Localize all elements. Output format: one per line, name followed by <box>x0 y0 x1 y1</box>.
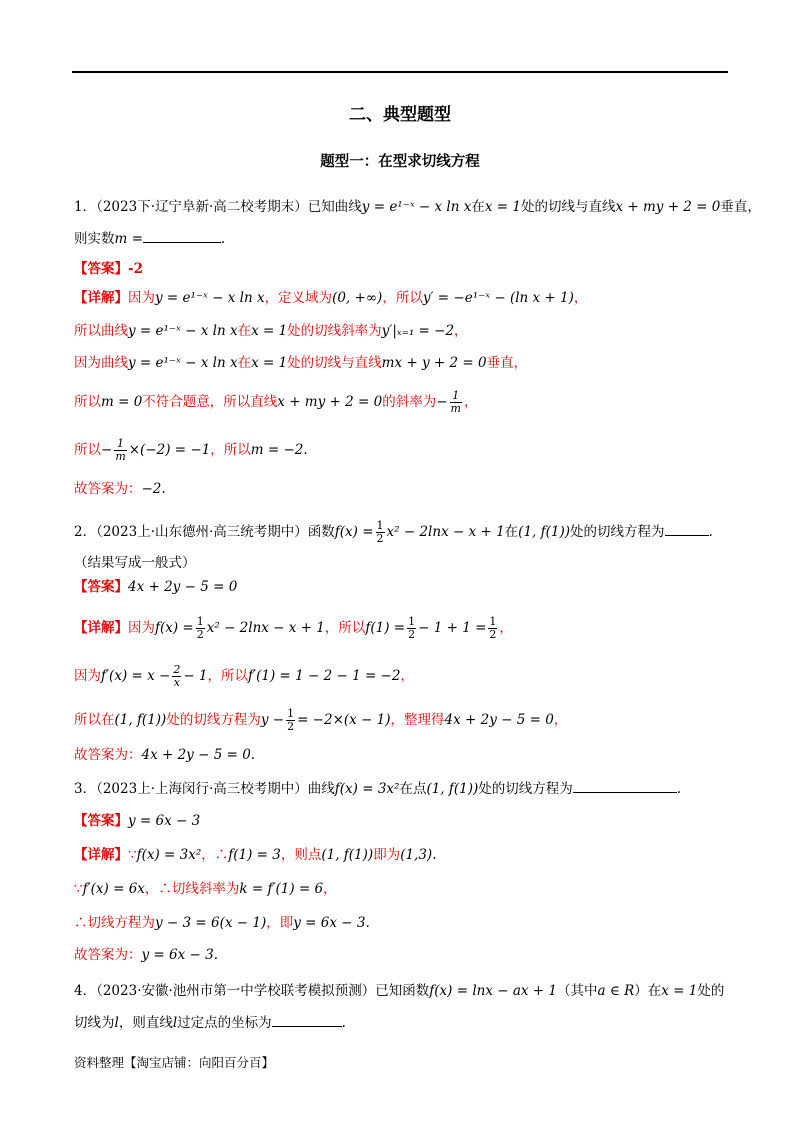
q1-detail-1: 【详解】因为y = e¹⁻ˣ − x ln x，定义域为(0, +∞)，所以y′ = −e¹⁻ˣ − (ln x + 1)， <box>74 290 588 306</box>
q1-line1: 1．（2023下·辽宁阜新·高二校考期末）已知曲线y = e¹⁻ˣ − x ln x在x = 1处的切线与直线x + my + 2 = 0垂直， <box>74 199 761 215</box>
q1-detail-4: 所以m = 0不符合题意，所以直线x + my + 2 = 0的斜率为− $\frac{1}{m}$ ， <box>74 389 478 415</box>
q4-answer-blank <box>272 1012 342 1027</box>
q4-line2: 切线为l，则直线l过定点的坐标为 . <box>74 1012 346 1034</box>
q3-detail-1: 【详解】∵f(x) = 3x²，∴f(1) = 3，则点(1, f(1))即为(1,3). <box>74 847 437 863</box>
q1-detail-2: 所以曲线y = e¹⁻ˣ − x ln x在x = 1处的切线斜率为y′|ₓ₌₁ = −2， <box>74 323 468 339</box>
q3-detail-3: ∴切线方程为y − 3 = 6(x − 1)，即y = 6x − 3. <box>74 915 370 931</box>
q3-answer: 【答案】y = 6x − 3 <box>74 813 201 829</box>
q2-line2: （结果写成一般式） <box>74 555 196 571</box>
q1-detail-5: 所以− $\frac{1}{m}$ ×(−2) = −1，所以m = −2. <box>74 437 308 463</box>
q1-answer-blank <box>143 228 221 243</box>
q2-detail-2: 因为f′(x) = x − $\frac{2}{x}$ − 1，所以f′(1) = 1 − 2 − 1 = −2， <box>74 663 414 689</box>
q2-detail-3: 所以在(1, f(1))处的切线方程为y − $\frac{1}{2}$ = −2×(x − 1)，整理得4x + 2y − 5 = 0， <box>74 707 568 733</box>
q3-final: 故答案为：y = 6x − 3. <box>74 947 219 963</box>
q1-detail-3: 因为曲线y = e¹⁻ˣ − x ln x在x = 1处的切线与直线mx + y + 2 = 0垂直， <box>74 355 528 371</box>
q2-answer: 【答案】4x + 2y − 5 = 0 <box>74 579 238 595</box>
q2-line1: 2．（2023上·山东德州·高三统考期中）函数f(x) = $\frac{1}{2}$ x² − 2lnx − x + 1在(1, f(1))处的切线方程为 . <box>74 519 713 545</box>
subsection-heading: 题型一：在型求切线方程 <box>320 153 480 170</box>
q2-answer-blank <box>665 521 709 536</box>
section-heading: 二、典型题型 <box>349 105 451 125</box>
q3-line1: 3．（2023上·上海闵行·高三校考期中）曲线f(x) = 3x²在点(1, f(1))处的切线方程为 . <box>74 778 681 800</box>
footer-note: 资料整理【淘宝店铺：向阳百分百】 <box>74 1055 275 1070</box>
q4-line1: 4．（2023·安徽·池州市第一中学校联考模拟预测）已知函数f(x) = lnx − ax + 1（其中a ∈ R）在x = 1处的 <box>74 983 725 999</box>
q3-answer-blank <box>573 778 677 793</box>
q2-detail-1: 【详解】因为f(x) = $\frac{1}{2}$ x² − 2lnx − x + 1，所以f(1) = $\frac{1}{2}$ − 1 + 1 = $\frac{1}{2}$ ， <box>74 615 513 641</box>
q1-final: 故答案为：−2. <box>74 481 166 497</box>
q1-line2: 则实数m = . <box>74 228 225 250</box>
q1-answer: 【答案】-2 <box>74 261 143 277</box>
q2-final: 故答案为：4x + 2y − 5 = 0. <box>74 747 256 763</box>
q3-detail-2: ∵f′(x) = 6x，∴切线斜率为k = f′(1) = 6， <box>74 881 337 897</box>
top-rule <box>72 71 728 73</box>
